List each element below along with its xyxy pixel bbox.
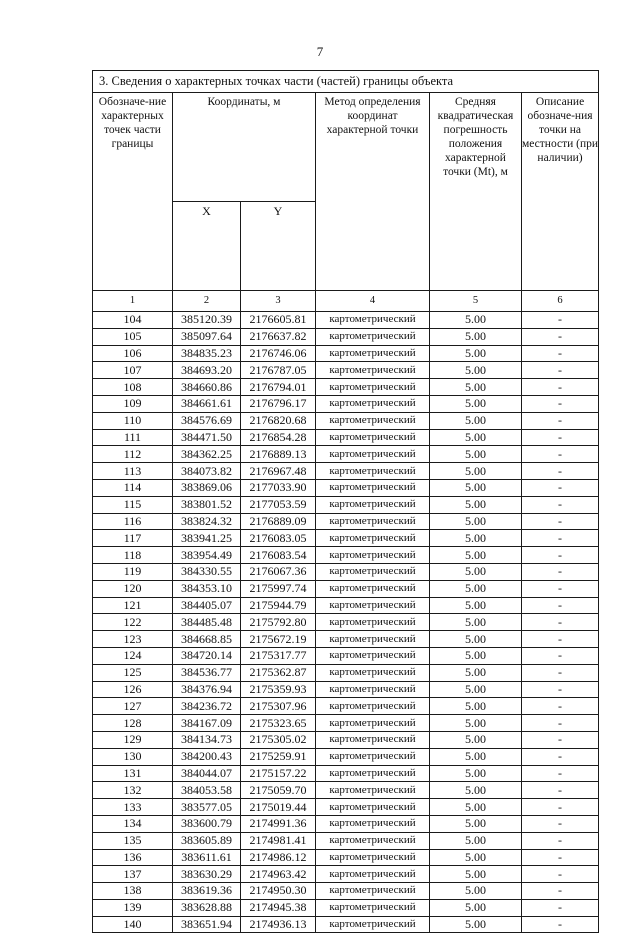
point-id-cell: 124 [93,647,173,664]
table-row [93,731,599,748]
column-number: 6 [522,291,599,312]
y-coordinate-cell: 2176889.13 [241,446,316,463]
table-row [93,664,599,681]
error-cell: 5.00 [430,731,522,748]
x-coordinate-cell: 384536.77 [173,664,241,681]
x-coordinate-cell: 385120.39 [173,312,241,329]
table-row [93,782,599,799]
error-cell: 5.00 [430,681,522,698]
table-row [93,614,599,631]
header-coordinates: Координаты, м [173,93,316,202]
description-cell: - [522,681,599,698]
table-row [93,580,599,597]
description-cell: - [522,463,599,480]
method-cell: картометрический [316,345,430,362]
method-cell: картометрический [316,580,430,597]
point-id-cell: 112 [93,446,173,463]
method-cell: картометрический [316,395,430,412]
error-cell: 5.00 [430,379,522,396]
error-cell: 5.00 [430,362,522,379]
error-cell: 5.00 [430,580,522,597]
x-coordinate-cell: 383651.94 [173,916,241,933]
y-coordinate-cell: 2176820.68 [241,412,316,429]
method-cell: картометрический [316,446,430,463]
method-cell: картометрический [316,832,430,849]
description-cell: - [522,799,599,816]
x-coordinate-cell: 383619.36 [173,883,241,900]
x-coordinate-cell: 384471.50 [173,429,241,446]
x-coordinate-cell: 384167.09 [173,715,241,732]
point-id-cell: 135 [93,832,173,849]
method-cell: картометрический [316,698,430,715]
x-coordinate-cell: 385097.64 [173,328,241,345]
method-cell: картометрический [316,748,430,765]
y-coordinate-cell: 2177033.90 [241,479,316,496]
y-coordinate-cell: 2174991.36 [241,815,316,832]
error-cell: 5.00 [430,715,522,732]
table-row [93,429,599,446]
x-coordinate-cell: 383941.25 [173,530,241,547]
point-id-cell: 111 [93,429,173,446]
description-cell: - [522,765,599,782]
x-coordinate-cell: 383869.06 [173,479,241,496]
error-cell: 5.00 [430,883,522,900]
y-coordinate-cell: 2175362.87 [241,664,316,681]
y-coordinate-cell: 2176787.05 [241,362,316,379]
x-coordinate-cell: 383628.88 [173,899,241,916]
point-id-cell: 117 [93,530,173,547]
table-row [93,631,599,648]
description-cell: - [522,547,599,564]
table-row [93,681,599,698]
header-error: Средняя квадратическая погрешность положения характерной точки (Mt), м [430,93,522,291]
x-coordinate-cell: 383600.79 [173,815,241,832]
error-cell: 5.00 [430,698,522,715]
x-coordinate-cell: 383801.52 [173,496,241,513]
point-id-cell: 139 [93,899,173,916]
description-cell: - [522,698,599,715]
description-cell: - [522,362,599,379]
table-row [93,479,599,496]
table-row [93,463,599,480]
point-id-cell: 118 [93,547,173,564]
x-coordinate-cell: 384044.07 [173,765,241,782]
table-row [93,328,599,345]
table-row [93,916,599,933]
y-coordinate-cell: 2175944.79 [241,597,316,614]
x-coordinate-cell: 384835.23 [173,345,241,362]
method-cell: картометрический [316,647,430,664]
description-cell: - [522,530,599,547]
x-coordinate-cell: 383611.61 [173,849,241,866]
y-coordinate-cell: 2175317.77 [241,647,316,664]
y-coordinate-cell: 2175307.96 [241,698,316,715]
x-coordinate-cell: 384362.25 [173,446,241,463]
point-id-cell: 134 [93,815,173,832]
y-coordinate-cell: 2177053.59 [241,496,316,513]
table-row [93,866,599,883]
method-cell: картометрический [316,731,430,748]
header-y: Y [241,202,316,291]
method-cell: картометрический [316,563,430,580]
table-row [93,647,599,664]
error-cell: 5.00 [430,832,522,849]
method-cell: картометрический [316,547,430,564]
method-cell: картометрический [316,715,430,732]
table-row [93,446,599,463]
y-coordinate-cell: 2176889.09 [241,513,316,530]
x-coordinate-cell: 383824.32 [173,513,241,530]
x-coordinate-cell: 384405.07 [173,597,241,614]
y-coordinate-cell: 2175019.44 [241,799,316,816]
description-cell: - [522,496,599,513]
point-id-cell: 137 [93,866,173,883]
y-coordinate-cell: 2176854.28 [241,429,316,446]
point-id-cell: 121 [93,597,173,614]
point-id-cell: 129 [93,731,173,748]
error-cell: 5.00 [430,799,522,816]
error-cell: 5.00 [430,916,522,933]
description-cell: - [522,513,599,530]
method-cell: картометрический [316,312,430,329]
point-id-cell: 122 [93,614,173,631]
x-coordinate-cell: 384720.14 [173,647,241,664]
method-cell: картометрический [316,799,430,816]
header-designation: Обозначе-ние характерных точек части границы [93,93,173,291]
description-cell: - [522,849,599,866]
y-coordinate-cell: 2176083.54 [241,547,316,564]
error-cell: 5.00 [430,563,522,580]
description-cell: - [522,782,599,799]
error-cell: 5.00 [430,765,522,782]
method-cell: картометрический [316,328,430,345]
description-cell: - [522,614,599,631]
table-row [93,698,599,715]
method-cell: картометрический [316,379,430,396]
method-cell: картометрический [316,815,430,832]
point-id-cell: 127 [93,698,173,715]
y-coordinate-cell: 2176067.36 [241,563,316,580]
section-title: 3. Сведения о характерных точках части (частей) границы объекта [93,71,599,93]
description-cell: - [522,563,599,580]
error-cell: 5.00 [430,496,522,513]
table-row [93,412,599,429]
error-cell: 5.00 [430,597,522,614]
y-coordinate-cell: 2174963.42 [241,866,316,883]
x-coordinate-cell: 383954.49 [173,547,241,564]
table-row [93,899,599,916]
method-cell: картометрический [316,765,430,782]
x-coordinate-cell: 383577.05 [173,799,241,816]
y-coordinate-cell: 2174945.38 [241,899,316,916]
y-coordinate-cell: 2176605.81 [241,312,316,329]
y-coordinate-cell: 2174936.13 [241,916,316,933]
error-cell: 5.00 [430,395,522,412]
table-row [93,496,599,513]
table-row [93,765,599,782]
point-id-cell: 107 [93,362,173,379]
method-cell: картометрический [316,479,430,496]
y-coordinate-cell: 2175157.22 [241,765,316,782]
description-cell: - [522,446,599,463]
table-row [93,832,599,849]
error-cell: 5.00 [430,547,522,564]
error-cell: 5.00 [430,631,522,648]
point-id-cell: 108 [93,379,173,396]
error-cell: 5.00 [430,513,522,530]
header-x: X [173,202,241,291]
x-coordinate-cell: 384576.69 [173,412,241,429]
method-cell: картометрический [316,664,430,681]
y-coordinate-cell: 2174950.30 [241,883,316,900]
point-id-cell: 132 [93,782,173,799]
point-id-cell: 125 [93,664,173,681]
point-id-cell: 119 [93,563,173,580]
description-cell: - [522,379,599,396]
table-row [93,362,599,379]
error-cell: 5.00 [430,866,522,883]
error-cell: 5.00 [430,412,522,429]
point-id-cell: 133 [93,799,173,816]
point-id-cell: 115 [93,496,173,513]
method-cell: картометрический [316,899,430,916]
point-id-cell: 110 [93,412,173,429]
table-row [93,563,599,580]
y-coordinate-cell: 2176794.01 [241,379,316,396]
method-cell: картометрический [316,883,430,900]
x-coordinate-cell: 384660.86 [173,379,241,396]
error-cell: 5.00 [430,647,522,664]
table-row [93,748,599,765]
y-coordinate-cell: 2174986.12 [241,849,316,866]
point-id-cell: 106 [93,345,173,362]
x-coordinate-cell: 384236.72 [173,698,241,715]
method-cell: картометрический [316,866,430,883]
description-cell: - [522,429,599,446]
description-cell: - [522,412,599,429]
method-cell: картометрический [316,614,430,631]
x-coordinate-cell: 383630.29 [173,866,241,883]
method-cell: картометрический [316,530,430,547]
point-id-cell: 109 [93,395,173,412]
description-cell: - [522,883,599,900]
point-id-cell: 140 [93,916,173,933]
point-id-cell: 104 [93,312,173,329]
page-number: 7 [316,44,324,59]
point-id-cell: 126 [93,681,173,698]
error-cell: 5.00 [430,328,522,345]
x-coordinate-cell: 384353.10 [173,580,241,597]
error-cell: 5.00 [430,312,522,329]
method-cell: картометрический [316,849,430,866]
y-coordinate-cell: 2176083.05 [241,530,316,547]
y-coordinate-cell: 2175323.65 [241,715,316,732]
x-coordinate-cell: 384661.61 [173,395,241,412]
description-cell: - [522,647,599,664]
error-cell: 5.00 [430,899,522,916]
boundary-points-table [92,70,599,933]
error-cell: 5.00 [430,815,522,832]
description-cell: - [522,899,599,916]
description-cell: - [522,395,599,412]
method-cell: картометрический [316,681,430,698]
point-id-cell: 123 [93,631,173,648]
column-number: 5 [430,291,522,312]
y-coordinate-cell: 2175359.93 [241,681,316,698]
point-id-cell: 138 [93,883,173,900]
description-cell: - [522,345,599,362]
table-row [93,597,599,614]
y-coordinate-cell: 2175792.80 [241,614,316,631]
error-cell: 5.00 [430,849,522,866]
x-coordinate-cell: 384073.82 [173,463,241,480]
description-cell: - [522,815,599,832]
error-cell: 5.00 [430,463,522,480]
y-coordinate-cell: 2175305.02 [241,731,316,748]
error-cell: 5.00 [430,782,522,799]
table-row [93,513,599,530]
table-row [93,530,599,547]
description-cell: - [522,312,599,329]
x-coordinate-cell: 384485.48 [173,614,241,631]
y-coordinate-cell: 2176967.48 [241,463,316,480]
error-cell: 5.00 [430,479,522,496]
x-coordinate-cell: 384200.43 [173,748,241,765]
header-description: Описание обозначе-ния точки на местности (при наличии) [522,93,599,291]
table-row [93,883,599,900]
method-cell: картометрический [316,496,430,513]
point-id-cell: 113 [93,463,173,480]
method-cell: картометрический [316,362,430,379]
description-cell: - [522,597,599,614]
header-method: Метод определения координат характерной точки [316,93,430,291]
column-number: 2 [173,291,241,312]
description-cell: - [522,916,599,933]
error-cell: 5.00 [430,446,522,463]
y-coordinate-cell: 2175059.70 [241,782,316,799]
point-id-cell: 128 [93,715,173,732]
table-row [93,345,599,362]
column-number: 4 [316,291,430,312]
point-id-cell: 136 [93,849,173,866]
table-row [93,849,599,866]
method-cell: картометрический [316,463,430,480]
table-row [93,547,599,564]
y-coordinate-cell: 2176796.17 [241,395,316,412]
table-row [93,395,599,412]
point-id-cell: 116 [93,513,173,530]
error-cell: 5.00 [430,429,522,446]
point-id-cell: 120 [93,580,173,597]
x-coordinate-cell: 383605.89 [173,832,241,849]
error-cell: 5.00 [430,664,522,681]
y-coordinate-cell: 2175997.74 [241,580,316,597]
x-coordinate-cell: 384376.94 [173,681,241,698]
table-row [93,815,599,832]
x-coordinate-cell: 384053.58 [173,782,241,799]
point-id-cell: 131 [93,765,173,782]
description-cell: - [522,664,599,681]
x-coordinate-cell: 384693.20 [173,362,241,379]
x-coordinate-cell: 384134.73 [173,731,241,748]
y-coordinate-cell: 2176637.82 [241,328,316,345]
method-cell: картометрический [316,631,430,648]
description-cell: - [522,715,599,732]
description-cell: - [522,866,599,883]
description-cell: - [522,479,599,496]
error-cell: 5.00 [430,614,522,631]
error-cell: 5.00 [430,345,522,362]
x-coordinate-cell: 384668.85 [173,631,241,648]
method-cell: картометрический [316,782,430,799]
point-id-cell: 130 [93,748,173,765]
y-coordinate-cell: 2175259.91 [241,748,316,765]
column-number: 3 [241,291,316,312]
error-cell: 5.00 [430,530,522,547]
method-cell: картометрический [316,916,430,933]
y-coordinate-cell: 2174981.41 [241,832,316,849]
description-cell: - [522,731,599,748]
description-cell: - [522,580,599,597]
table-row [93,312,599,329]
y-coordinate-cell: 2176746.06 [241,345,316,362]
point-id-cell: 105 [93,328,173,345]
point-id-cell: 114 [93,479,173,496]
column-number: 1 [93,291,173,312]
method-cell: картометрический [316,412,430,429]
description-cell: - [522,328,599,345]
y-coordinate-cell: 2175672.19 [241,631,316,648]
table-row [93,799,599,816]
description-cell: - [522,631,599,648]
error-cell: 5.00 [430,748,522,765]
method-cell: картометрический [316,429,430,446]
method-cell: картометрический [316,513,430,530]
description-cell: - [522,748,599,765]
table-row [93,715,599,732]
table-row [93,379,599,396]
description-cell: - [522,832,599,849]
x-coordinate-cell: 384330.55 [173,563,241,580]
method-cell: картометрический [316,597,430,614]
